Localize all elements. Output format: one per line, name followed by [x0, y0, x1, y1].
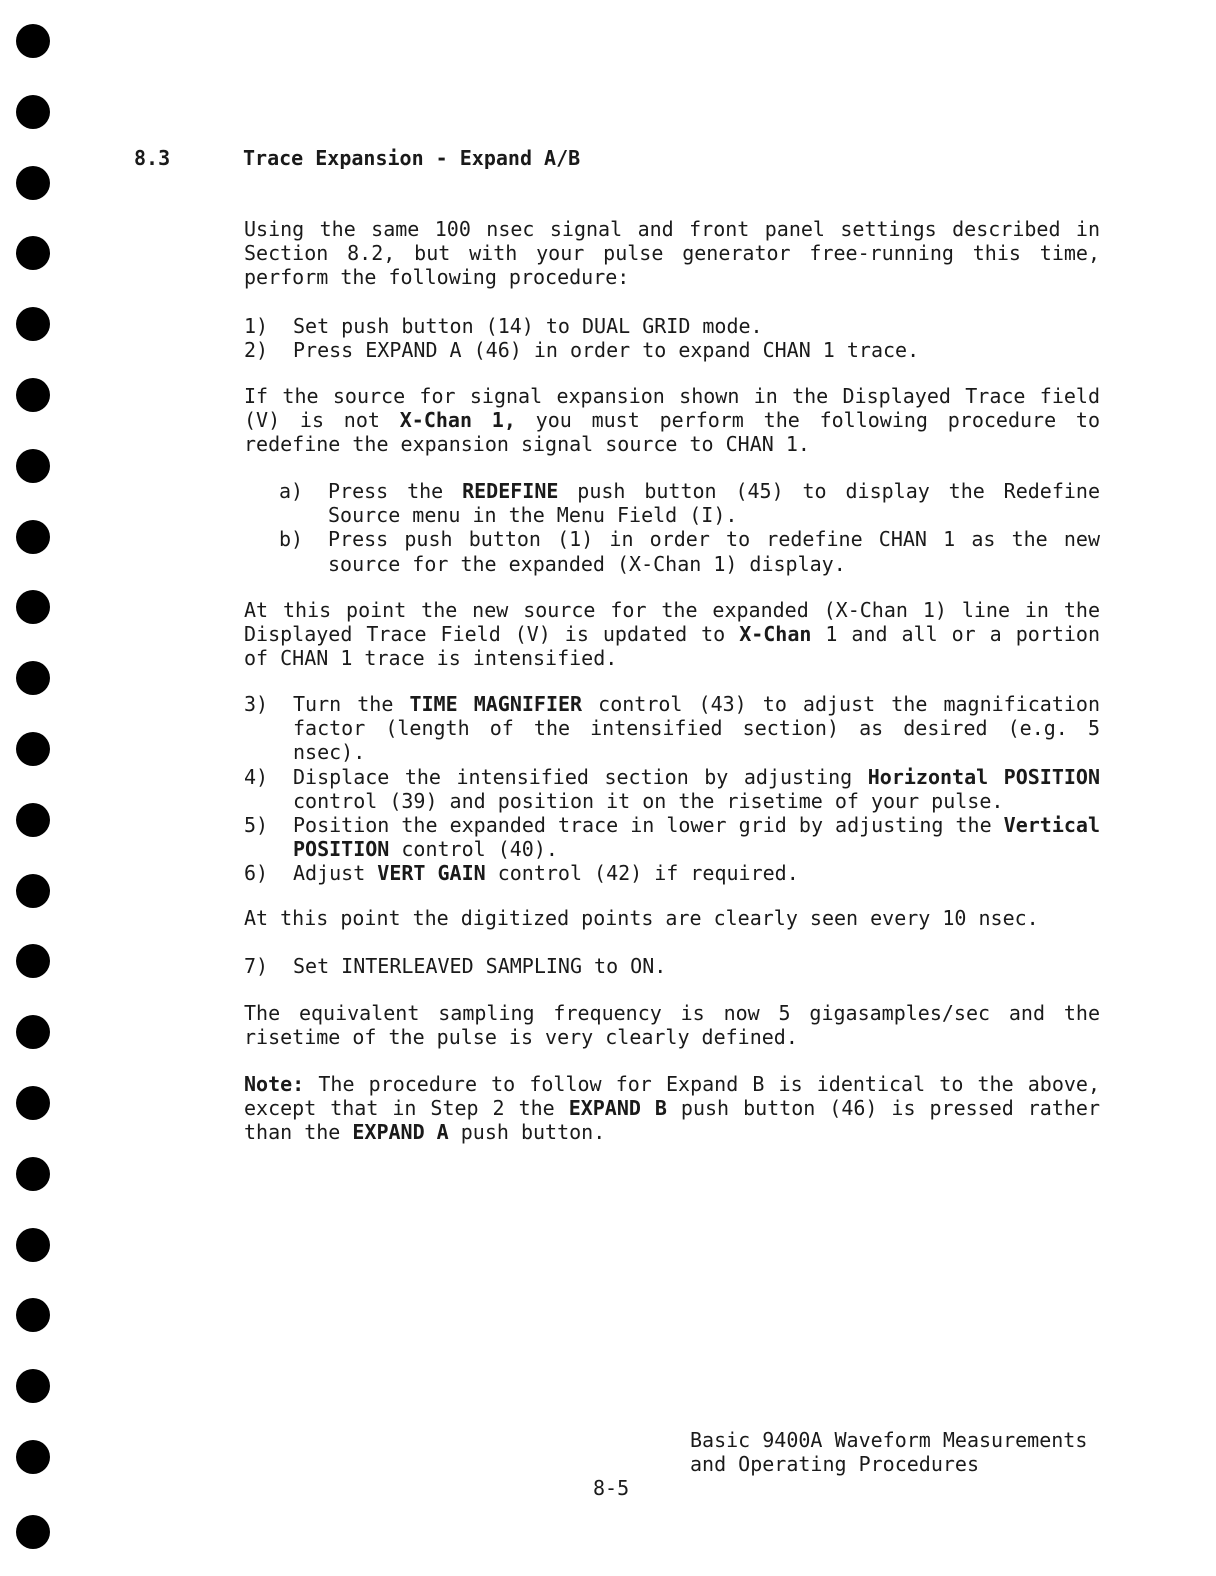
step-item [244, 338, 1100, 362]
binder-hole [16, 874, 50, 908]
page-number: 8-5 [593, 1476, 630, 1500]
binder-hole [16, 1369, 50, 1403]
step-number: 4) [244, 764, 269, 789]
step-number: 3) [244, 692, 269, 716]
note-text: Note: The procedure to follow for Expand B is identical to the above, except that in Step 2 the EXPAND B push button (46) is pressed rather than the EXPAND A push button. [244, 1072, 1100, 1145]
binder-hole [16, 166, 50, 200]
step-number: 7) [244, 954, 269, 978]
step-item [244, 813, 1100, 861]
step-number: 6) [244, 861, 269, 886]
intro-paragraph [244, 217, 1100, 290]
note-label: Note: [244, 1072, 305, 1096]
section-title: Trace Expansion - Expand A/B [243, 146, 581, 170]
bold-term: EXPAND B [568, 1096, 667, 1121]
bold-term: X-Chan [739, 622, 812, 647]
step-text: Turn the TIME MAGNIFIER control (43) to adjust the magnification factor (length of the intensified section) as desired (e.g. 5 nsec). [293, 692, 1100, 765]
step-item [244, 314, 1100, 338]
step-text: Adjust VERT GAIN control (42) if required. [293, 861, 799, 886]
binder-hole [16, 1515, 50, 1549]
step-number: 5) [244, 813, 269, 838]
footer-line: Basic 9400A Waveform Measurements [690, 1428, 1088, 1452]
note-paragraph [244, 1072, 1100, 1145]
binder-hole [16, 590, 50, 624]
step-item [244, 861, 1100, 885]
equivalent-text: The equivalent sampling frequency is now 5 gigasamples/sec and the risetime of the pulse is very clearly defined. [244, 1001, 1100, 1050]
binder-hole [16, 24, 50, 58]
if-paragraph [244, 384, 1100, 457]
binder-holes [16, 0, 52, 1576]
bold-term: EXPAND A [352, 1120, 449, 1145]
step-text: Displace the intensified section by adjusting Horizontal POSITION control (39) and position it on the risetime of your pulse. [293, 764, 1101, 813]
step-text: Set INTERLEAVED SAMPLING to ON. [293, 954, 667, 978]
section-number: 8.3 [134, 146, 171, 170]
steps-first [244, 314, 1100, 362]
step-text: Press EXPAND A (46) in order to expand CHAN 1 trace. [293, 338, 920, 363]
step-number: 2) [244, 338, 269, 363]
binder-hole [16, 803, 50, 837]
binder-hole [16, 944, 50, 978]
binder-hole [16, 520, 50, 554]
substep-letter: a) [279, 479, 304, 503]
step-item [244, 954, 1100, 978]
binder-hole [16, 661, 50, 695]
equivalent-paragraph [244, 1001, 1100, 1049]
if-text: If the source for signal expansion shown in the Displayed Trace field (V) is not X-Chan 1, you must perform the following procedure to redefine the expansion signal source to CHAN 1. [244, 384, 1100, 457]
bold-term: Horizontal POSITION [867, 764, 1101, 789]
step-text: Set push button (14) to DUAL GRID mode. [293, 314, 763, 338]
binder-hole [16, 378, 50, 412]
step-number: 1) [244, 314, 269, 338]
bold-term: X-Chan 1, [399, 408, 516, 433]
binder-hole [16, 236, 50, 270]
step-text: Position the expanded trace in lower grid by adjusting the Vertical POSITION control (40). [293, 813, 1100, 862]
at-point-paragraph [244, 598, 1100, 671]
bold-term: TIME MAGNIFIER [409, 692, 583, 716]
substep-item [244, 479, 1100, 527]
substep-item [244, 527, 1100, 575]
binder-hole [16, 732, 50, 766]
substep-text: Press push button (1) in order to redefine CHAN 1 as the new source for the expanded (X-Chan 1) display. [328, 527, 1100, 576]
footer-title [690, 1428, 1087, 1476]
bold-term: Vertical POSITION [293, 813, 1100, 862]
at-point-text: At this point the new source for the expanded (X-Chan 1) line in the Displayed Trace Field (V) is updated to X-Chan 1 and all or a portion of CHAN 1 trace is intensified. [244, 598, 1100, 671]
step-item [244, 692, 1100, 765]
digitized-paragraph [244, 906, 1100, 930]
binder-hole [16, 449, 50, 483]
bold-term: VERT GAIN [377, 861, 486, 886]
binder-hole [16, 307, 50, 341]
binder-hole [16, 1228, 50, 1262]
step-seven [244, 954, 1100, 978]
binder-hole [16, 1157, 50, 1191]
binder-hole [16, 1440, 50, 1474]
substep-letter: b) [279, 527, 304, 552]
step-item [244, 765, 1100, 813]
digitized-text: At this point the digitized points are clearly seen every 10 nsec. [244, 906, 1039, 930]
binder-hole [16, 1015, 50, 1049]
bold-term: REDEFINE [462, 479, 559, 503]
substeps [244, 479, 1100, 576]
steps-second [244, 692, 1100, 886]
binder-hole [16, 1086, 50, 1120]
intro-text: Using the same 100 nsec signal and front panel settings described in Section 8.2, but with your pulse generator free-running this time, perform the following procedure: [244, 217, 1100, 290]
binder-hole [16, 1298, 50, 1332]
binder-hole [16, 95, 50, 129]
footer-line: and Operating Procedures [690, 1452, 979, 1476]
substep-text: Press the REDEFINE push button (45) to display the Redefine Source menu in the Menu Field (I). [328, 479, 1100, 528]
